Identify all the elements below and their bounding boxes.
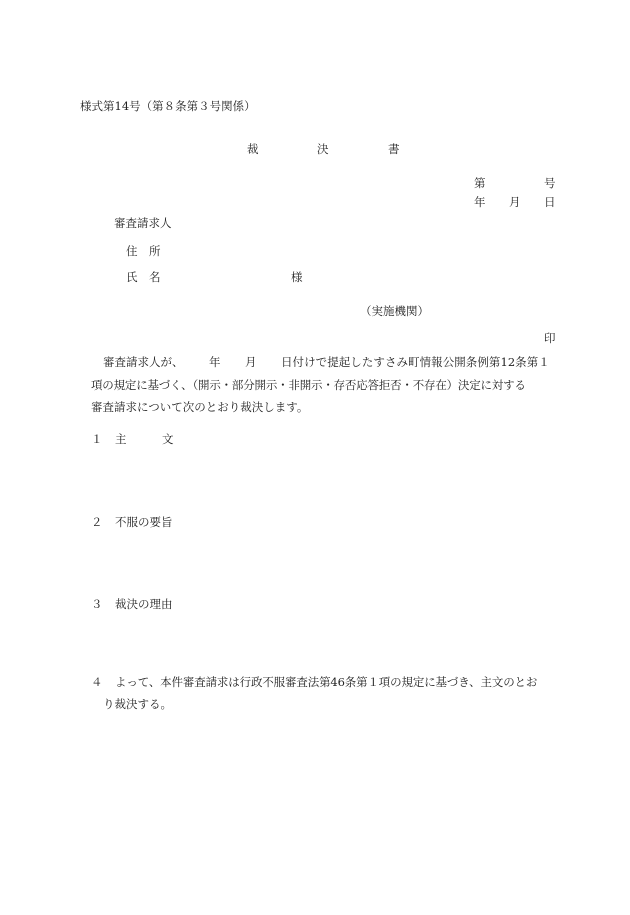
section-number: ３ bbox=[91, 597, 103, 611]
intro-line2: 項の規定に基づく、（開示・部分開示・非開示・存否応答拒否・不存在）決定に対する bbox=[91, 378, 526, 392]
title-char-3: 書 bbox=[388, 142, 400, 156]
section-number: ２ bbox=[91, 515, 103, 529]
intro-part1: 審査請求人が、 bbox=[103, 355, 184, 369]
intro-line3: 審査請求について次のとおり裁決します。 bbox=[91, 400, 309, 414]
section-title-part-b: 文 bbox=[162, 432, 174, 446]
title-char-2: 決 bbox=[317, 142, 329, 156]
date-month: 月 bbox=[509, 195, 521, 209]
honorific: 様 bbox=[291, 270, 303, 284]
section-number: １ bbox=[91, 432, 103, 446]
date-year: 年 bbox=[474, 195, 486, 209]
intro-year: 年 bbox=[209, 355, 221, 369]
intro-month: 月 bbox=[245, 355, 257, 369]
seal-mark: 印 bbox=[544, 331, 556, 345]
section-title: 不服の要旨 bbox=[115, 515, 173, 529]
section-title-part-a: 主 bbox=[115, 432, 127, 446]
form-label: 様式第14号（第８条第３号関係） bbox=[80, 99, 256, 113]
number-suffix: 号 bbox=[544, 176, 556, 190]
section-body-line2: り裁決する。 bbox=[103, 697, 172, 711]
number-prefix: 第 bbox=[474, 176, 486, 190]
section-body-line1: よって、本件審査請求は行政不服審査法第46条第１項の規定に基づき、主文のとお bbox=[115, 675, 538, 689]
requester-heading: 審査請求人 bbox=[114, 216, 172, 230]
title-char-1: 裁 bbox=[247, 142, 259, 156]
date-day: 日 bbox=[544, 195, 556, 209]
name-label: 氏 名 bbox=[126, 270, 161, 284]
agency-label: （実施機関） bbox=[360, 304, 429, 318]
section-number: ４ bbox=[91, 675, 103, 689]
intro-part2: 日付けで提起したすさみ町情報公開条例第12条第１ bbox=[281, 355, 550, 369]
address-label: 住 所 bbox=[126, 244, 161, 258]
section-title: 裁決の理由 bbox=[115, 597, 173, 611]
